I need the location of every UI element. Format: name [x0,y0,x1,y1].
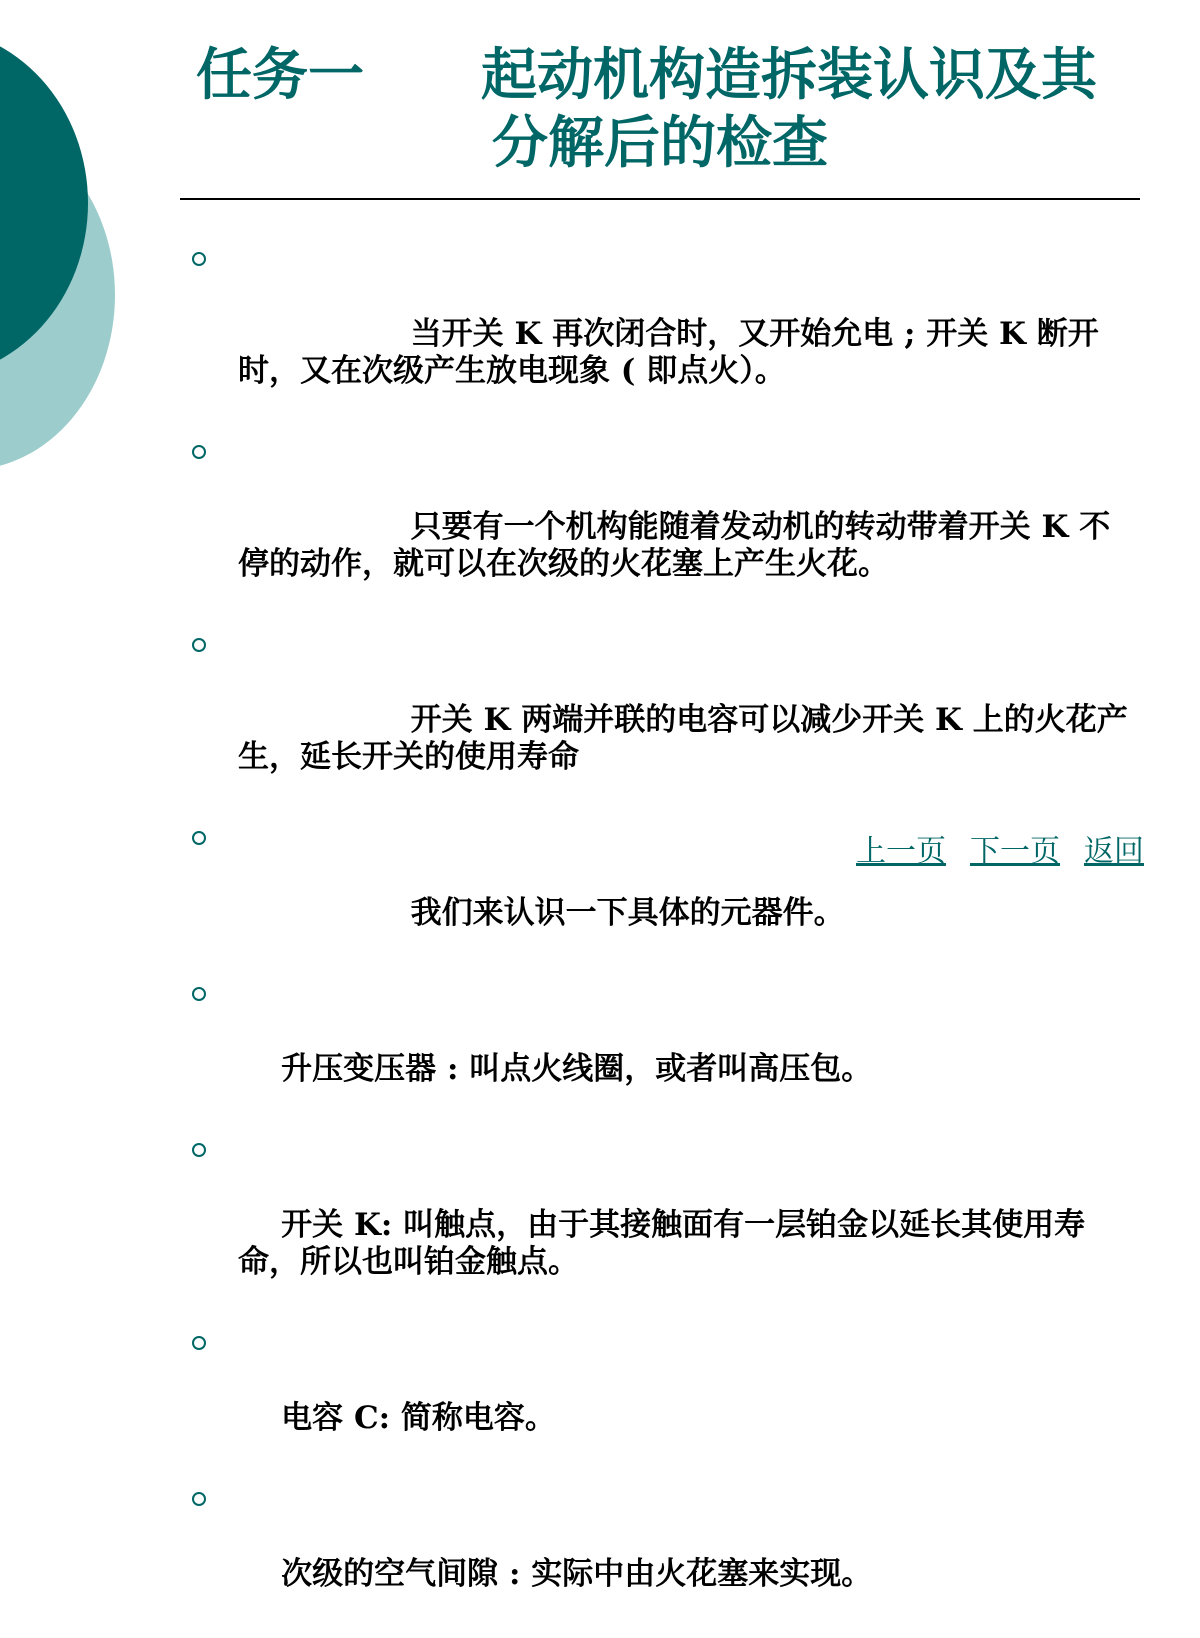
bullet-text: 开关 K 两端并联的电容可以减少开关 K 上的火花产生，延长开关的使用寿命 [238,702,1128,775]
slide-title-line-2: 分解后的检查 [492,111,828,176]
bullet-list [190,242,1140,1638]
bullet-circle-icon [192,445,206,459]
bullet-item [190,1133,1140,1318]
bullet-circle-icon [192,831,206,845]
back-link[interactable]: 返回 [1084,834,1144,869]
bullet-item [190,242,1140,427]
slide-navigation [856,826,1144,870]
bullet-circle-icon [192,1336,206,1350]
bullet-text: 电容 C: 简称电容。 [281,1400,556,1436]
bullet-text: 只要有一个机构能随着发动机的转动带着开关 K 不停的动作，就可以在次级的火花塞上产生火花。 [238,509,1111,582]
bullet-item [190,977,1140,1125]
bullet-text: 当开关 K 再次闭合时，又开始允电 ; 开关 K 断开时，又在次级产生放电现象 ( 即点火）。 [238,316,1099,389]
bullet-item [190,435,1140,620]
bullet-item [190,1326,1140,1474]
bullet-text: 开关 K: 叫触点，由于其接触面有一层铂金以延长其使用寿命，所以也叫铂金触点。 [238,1207,1086,1280]
bullet-text: 升压变压器 : 叫点火线圈，或者叫高压包。 [281,1051,873,1087]
bullet-circle-icon [192,638,206,652]
slide-title-line-1: 任务一 起动机构造拆装认识及其 [196,43,1097,108]
bullet-item [190,1482,1140,1630]
bullet-circle-icon [192,1492,206,1506]
bullet-circle-icon [192,252,206,266]
title-divider [180,198,1140,200]
slide-title [180,42,1140,178]
bullet-circle-icon [192,987,206,1001]
bullet-text: 我们来认识一下具体的元器件。 [281,895,845,931]
prev-page-link[interactable]: 上一页 [856,834,946,869]
next-page-link[interactable]: 下一页 [970,834,1060,869]
bullet-text: 次级的空气间隙 : 实际中由火花塞来实现。 [281,1556,873,1592]
bullet-circle-icon [192,1143,206,1157]
bullet-item [190,628,1140,813]
